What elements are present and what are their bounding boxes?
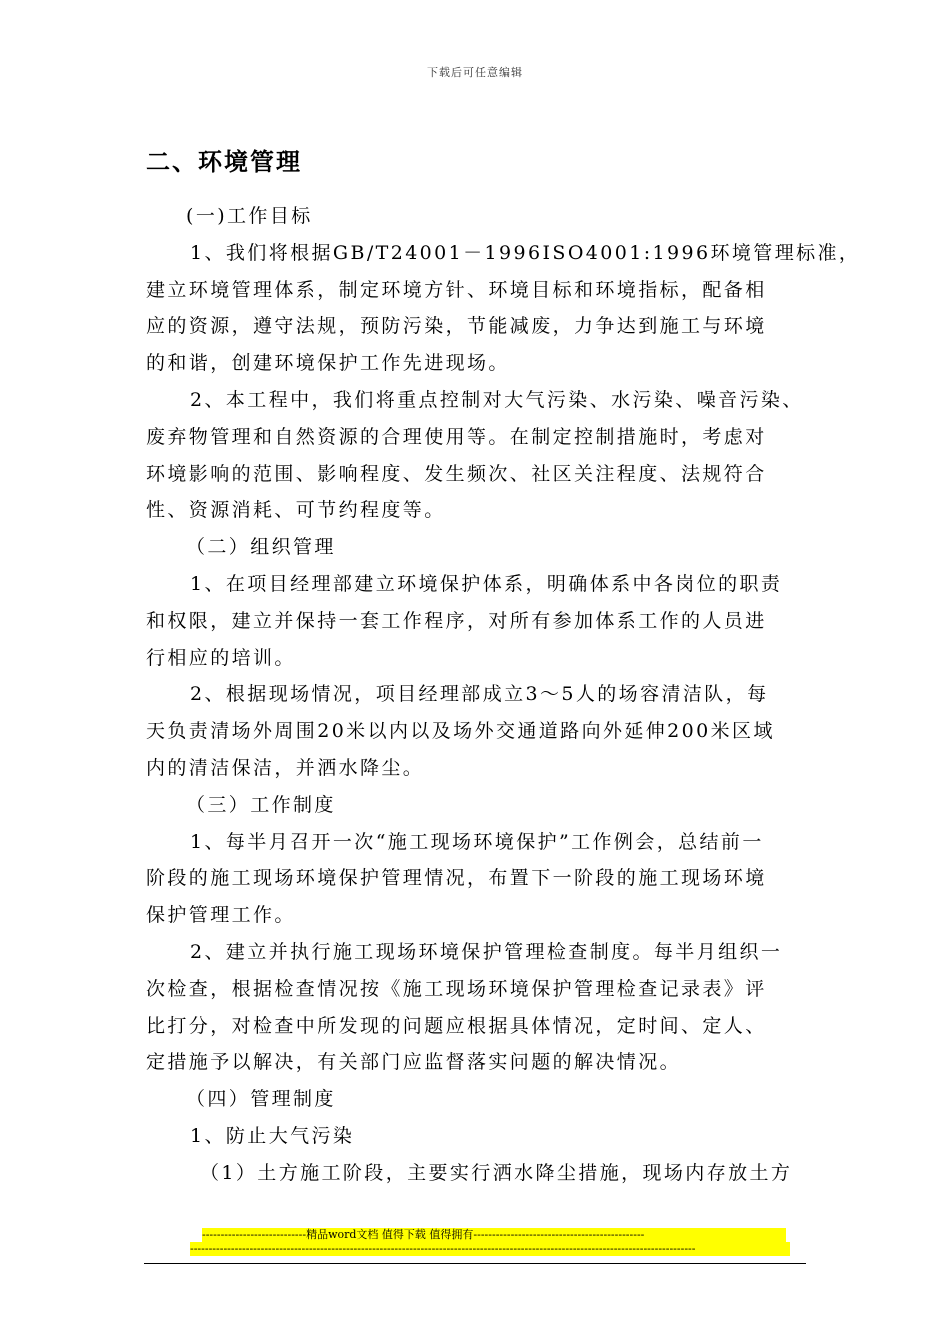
paragraph-line: 2、本工程中，我们将重点控制对大气污染、水污染、噪音污染、 [190, 388, 804, 411]
paragraph-line: 1、我们将根据GB/T24001－1996ISO4001:1996环境管理标准， [190, 241, 861, 264]
paragraph-line: 比打分，对检查中所发现的问题应根据具体情况，定时间、定人、 [146, 1014, 767, 1037]
paragraph-line: 1、每半月召开一次“施工现场环境保护”工作例会，总结前一 [190, 830, 764, 853]
paragraph-line: 2、根据现场情况，项目经理部成立3～5人的场容清洁队，每 [190, 683, 769, 706]
paragraph-line: 阶段的施工现场环境保护管理情况，布置下一阶段的施工现场环境 [146, 867, 767, 890]
paragraph-line: 天负责清场外周围20米以内以及场外交通道路向外延伸200米区域 [146, 720, 775, 743]
footer-divider [144, 1263, 806, 1264]
page-header-note: 下载后可任意编辑 [427, 66, 523, 79]
paragraph-line: 1、在项目经理部建立环境保护体系，明确体系中各岗位的职责 [190, 572, 783, 595]
paragraph-line: 1、防止大气污染 [190, 1124, 355, 1147]
footer-banner-dashes: ---------------------------------------------------------------------------------------------------------------------------------------- [190, 1242, 790, 1256]
paragraph-line: 建立环境管理体系，制定环境方针、环境目标和环境指标，配备相 [146, 278, 767, 301]
paragraph-line: 的和谐，创建环境保护工作先进现场。 [146, 352, 510, 375]
subheading-work-system: （三）工作制度 [186, 793, 336, 816]
paragraph-line: 2、建立并执行施工现场环境保护管理检查制度。每半月组织一 [190, 940, 783, 963]
section-title: 二、环境管理 [146, 148, 302, 176]
paragraph-line: 和权限，建立并保持一套工作程序，对所有参加体系工作的人员进 [146, 609, 767, 632]
paragraph-line: 废弃物管理和自然资源的合理使用等。在制定控制措施时，考虑对 [146, 425, 767, 448]
paragraph-line: 应的资源，遵守法规，预防污染，节能减废，力争达到施工与环境 [146, 315, 767, 338]
paragraph-line: （1）土方施工阶段，主要实行洒水降尘措施，现场内存放土方 [200, 1161, 793, 1184]
paragraph-line: 保护管理工作。 [146, 904, 296, 927]
subheading-organization: （二）组织管理 [186, 536, 336, 559]
paragraph-line: 次检查，根据检查情况按《施工现场环境保护管理检查记录表》评 [146, 977, 767, 1000]
paragraph-line: 环境影响的范围、影响程度、发生频次、社区关注程度、法规符合 [146, 462, 767, 485]
paragraph-line: 内的清洁保洁，并洒水降尘。 [146, 756, 425, 779]
paragraph-line: 定措施予以解决，有关部门应监督落实问题的解决情况。 [146, 1051, 682, 1074]
footer-banner-text: ----------------------------精品word文档 值得下载 值得拥有---------------------------------------------- [202, 1228, 786, 1242]
document-body [146, 198, 861, 1192]
paragraph-line: 性、资源消耗、可节约程度等。 [146, 499, 446, 522]
subheading-management-system: （四）管理制度 [186, 1088, 336, 1111]
footer-banner [190, 1228, 790, 1256]
paragraph-line: 行相应的培训。 [146, 646, 296, 669]
subheading-work-goal: (一)工作目标 [186, 205, 313, 227]
